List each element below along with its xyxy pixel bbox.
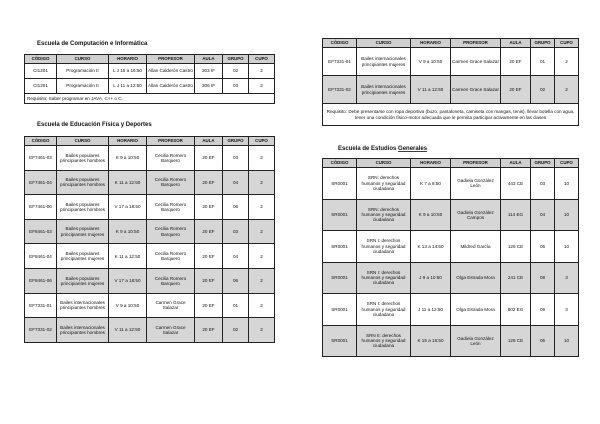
column-header: CUPO [249, 137, 275, 146]
table-cell: Bailes populares principiantes hombres [57, 170, 109, 195]
table-cell: Gadiela González Campos [451, 199, 501, 231]
column-header: CÓDIGO [323, 159, 357, 168]
table-cell: K 9 a 10:50 [109, 219, 147, 244]
table-cell: 126 CE [501, 325, 531, 357]
table-cell: 03 [223, 146, 249, 171]
table-cell: 2 [555, 48, 579, 76]
table-cell: 303 IF [195, 64, 223, 79]
table-row [25, 268, 275, 293]
column-header: CUPO [249, 55, 275, 64]
column-header: CÓDIGO [25, 137, 57, 146]
table-cell: 04 [223, 170, 249, 195]
table-cell: Programación II [57, 79, 109, 94]
table-cell: 10 [555, 199, 579, 231]
table-cell: EF7461-03 [25, 146, 57, 171]
table-cell: Bailes populares principiantes hombres [57, 146, 109, 171]
table-cell: 03 [223, 219, 249, 244]
table-cell: 126 CE [501, 231, 531, 263]
table-cell: 2 [249, 146, 275, 171]
table-cell: 20 EF [195, 195, 223, 220]
table-cell: J 9 a 10:50 [411, 262, 451, 294]
table-cell: Allan Calderón Castro [147, 64, 195, 79]
table-cell: 04 [223, 244, 249, 269]
table-cell: Gadiela González León [451, 168, 501, 200]
table-cell: 05 [531, 325, 555, 357]
table-internacionales [322, 38, 579, 126]
table-cell: Bailes internacionales principiantes mujeres [357, 48, 411, 76]
table-cell: EF7331-02 [25, 318, 57, 343]
table-cell: 09 [531, 294, 555, 326]
table-computacion [24, 54, 275, 104]
table-row [323, 231, 579, 263]
table-cell: Cecilia Romero Barquero [147, 195, 195, 220]
table-cell: Carmen Grace Salazar [451, 48, 501, 76]
table-cell: V 11 a 12:50 [411, 76, 451, 104]
table-cell: Cecilia Romero Barquero [147, 146, 195, 171]
table-cell: L J 15 a 16:50 [109, 64, 147, 79]
table-cell: SR0001 [323, 168, 357, 200]
table-cell: SR0001 [323, 262, 357, 294]
table-row [25, 64, 275, 79]
table-header [323, 39, 579, 48]
table-row [323, 168, 579, 200]
table-cell: SR0001 [323, 294, 357, 326]
table-educacion-fisica [24, 136, 275, 343]
table-cell: L J 11 a 12:50 [109, 79, 147, 94]
table-cell: SRN I: derechos humanos y seguridad ciudadana [357, 294, 411, 326]
table-cell: V 17 a 18:50 [109, 268, 147, 293]
table-cell: V 9 a 10:50 [109, 293, 147, 318]
column-header: GRUPO [223, 55, 249, 64]
table-cell: 2 [249, 79, 275, 94]
table-cell: Cecilia Romero Barquero [147, 170, 195, 195]
column-header: CUPO [555, 39, 579, 48]
table-cell: 2 [249, 244, 275, 269]
table-cell: 241 CE [501, 262, 531, 294]
table-cell: Carmen Grace Salazar [451, 76, 501, 104]
table-cell: 08 [531, 262, 555, 294]
table-cell: 02 [223, 318, 249, 343]
table-row [25, 146, 275, 171]
table-cell: SR0001 [323, 199, 357, 231]
table-row [25, 195, 275, 220]
table-cell: K 11 a 12:50 [109, 170, 147, 195]
table-cell: V 9 a 10:50 [411, 48, 451, 76]
table-cell: Cecilia Romero Barquero [147, 219, 195, 244]
column-header: GRUPO [531, 39, 555, 48]
table-cell: SRN I: derechos humanos y seguridad ciudadana [357, 262, 411, 294]
table-cell: J 11 a 12:50 [411, 294, 451, 326]
table-cell: SR0001 [323, 325, 357, 357]
column-header: CURSO [357, 39, 411, 48]
table-row [323, 262, 579, 294]
table-cell: Bailes populares principiantes mujeres [57, 268, 109, 293]
table-cell: 10 [555, 168, 579, 200]
table-cell: K 15 a 16:50 [411, 325, 451, 357]
table-cell: 443 CE [501, 168, 531, 200]
section-title-generales [338, 146, 427, 152]
table-cell: 20 EF [501, 76, 531, 104]
table-row [25, 244, 275, 269]
table-cell: 05 [531, 231, 555, 263]
table-cell: 20 EF [195, 244, 223, 269]
table-cell: K 11 a 12:50 [109, 244, 147, 269]
table-row [25, 79, 275, 94]
table-cell: 2 [249, 219, 275, 244]
table-cell: 20 EF [195, 268, 223, 293]
table-cell: Allan Calderón Castro [147, 79, 195, 94]
table-cell: Bailes populares principiantes mujeres [57, 244, 109, 269]
table-cell: 20 EF [501, 48, 531, 76]
column-header: HORARIO [109, 55, 147, 64]
table-cell: CI1201 [25, 64, 57, 79]
table-cell: Carmen Grace Salazar [147, 293, 195, 318]
table-cell: 2 [249, 318, 275, 343]
table-cell: 20 EF [195, 219, 223, 244]
column-header: GRUPO [223, 137, 249, 146]
column-header: AULA [501, 39, 531, 48]
table-cell: EF8461-06 [25, 268, 57, 293]
requisito-internacionales: Requisito: Debe presentarse con ropa deportiva (buzo, pantaloneta, camiseta con mangas, tenis), llevar botella con agua, tener una condición físico-motor adecuada que le permita participar activamente en las clases [323, 104, 579, 126]
table-cell: SR0001 [323, 231, 357, 263]
table-cell: 02 [531, 76, 555, 104]
table-cell: Mildred García [451, 231, 501, 263]
table-cell: 2 [249, 64, 275, 79]
table-cell: Olga Estrada Mora [451, 262, 501, 294]
table-cell: K 9 a 10:50 [109, 146, 147, 171]
table-row [323, 48, 579, 76]
table-cell: 20 EF [195, 146, 223, 171]
table-cell: 20 EF [195, 170, 223, 195]
table-cell: 114 EG [501, 199, 531, 231]
table-cell: 01 [223, 293, 249, 318]
table-cell: 20 EF [195, 318, 223, 343]
table-cell: 02 [223, 64, 249, 79]
table-cell: 2 [249, 268, 275, 293]
table-cell: 01 [531, 48, 555, 76]
column-header: CURSO [57, 55, 109, 64]
table-cell: CI1201 [25, 79, 57, 94]
table-row [323, 199, 579, 231]
column-header: HORARIO [411, 159, 451, 168]
table-header [323, 159, 579, 168]
table-cell: SRN: derechos humanos y seguridad ciudadana [357, 199, 411, 231]
column-header: CÓDIGO [323, 39, 357, 48]
table-cell: 03 [223, 79, 249, 94]
table-cell: Cecilia Romero Barquero [147, 244, 195, 269]
table-cell: 20 EF [195, 293, 223, 318]
column-header: CUPO [555, 159, 579, 168]
column-header: AULA [195, 55, 223, 64]
section-title-computacion: Escuela de Computación e Informática [37, 41, 148, 47]
column-header: HORARIO [109, 137, 147, 146]
table-cell: Gadiela González León [451, 325, 501, 357]
table-cell: 802 EG [501, 294, 531, 326]
table-cell: Carmen Grace Salazar [147, 318, 195, 343]
table-cell: Bailes internacionales principiantes mujeres [357, 76, 411, 104]
table-cell: 10 [555, 325, 579, 357]
table-cell: K 13 a 14:50 [411, 231, 451, 263]
table-cell: 04 [531, 199, 555, 231]
column-header: PROFESOR [147, 137, 195, 146]
table-row [323, 76, 579, 104]
table-cell: K 7 a 8:50 [411, 168, 451, 200]
table-cell: EF7331-01 [25, 293, 57, 318]
table-header [25, 137, 275, 146]
table-cell: 10 [555, 231, 579, 263]
table-cell: EF8461-04 [25, 244, 57, 269]
table-row [323, 294, 579, 326]
column-header: CURSO [57, 137, 109, 146]
table-cell: SRN: derechos humanos y seguridad ciudadana [357, 168, 411, 200]
table-cell: 03 [531, 168, 555, 200]
table-cell: Olga Estrada Mora [451, 294, 501, 326]
table-cell: Bailes populares principiantes mujeres [57, 219, 109, 244]
column-header: CÓDIGO [25, 55, 57, 64]
table-row [25, 170, 275, 195]
table-row [323, 325, 579, 357]
table-cell: 3 [555, 262, 579, 294]
table-cell: 2 [555, 76, 579, 104]
column-header: PROFESOR [451, 159, 501, 168]
column-header: GRUPO [531, 159, 555, 168]
table-cell: EF7331-01 [323, 48, 357, 76]
table-cell: Cecilia Romero Barquero [147, 268, 195, 293]
table-cell: 3 [555, 294, 579, 326]
column-header: HORARIO [411, 39, 451, 48]
table-header [25, 55, 275, 64]
table-cell: EF7331-02 [323, 76, 357, 104]
table-cell: 2 [249, 170, 275, 195]
table-cell: EF7461-04 [25, 170, 57, 195]
section-title-educacion-fisica: Escuela de Educación Física y Deportes [37, 122, 152, 128]
column-header: AULA [195, 137, 223, 146]
table-cell: V 17 a 18:50 [109, 195, 147, 220]
column-header: PROFESOR [451, 39, 501, 48]
table-cell: Bailes internacionales principiantes hombres [57, 318, 109, 343]
table-cell: SRN II: derechos humanos y seguridad ciudadana [357, 325, 411, 357]
table-cell: 06 [223, 195, 249, 220]
table-row [25, 219, 275, 244]
table-cell: K 9 a 10:50 [411, 199, 451, 231]
title-prefix: Escuela de Estudios [338, 146, 399, 152]
table-cell: 2 [249, 293, 275, 318]
table-row [25, 293, 275, 318]
table-cell: V 11 a 12:50 [109, 318, 147, 343]
table-cell: Programación II [57, 64, 109, 79]
table-cell: Bailes populares principiantes hombres [57, 195, 109, 220]
table-cell: 06 [223, 268, 249, 293]
table-cell: EF8461-03 [25, 219, 57, 244]
table-cell: Bailes internacionales principiantes hombres [57, 293, 109, 318]
table-cell: EF7461-06 [25, 195, 57, 220]
table-cell: SRN I: derechos humanos y seguridad ciudadana [357, 231, 411, 263]
column-header: CURSO [357, 159, 411, 168]
column-header: AULA [501, 159, 531, 168]
column-header: PROFESOR [147, 55, 195, 64]
table-cell: 2 [249, 195, 275, 220]
requisito-computacion: Requisito: Saber programar en JAVA, C++ o C. [25, 94, 275, 104]
table-row [25, 318, 275, 343]
table-cell: 306 IF [195, 79, 223, 94]
table-generales [322, 158, 579, 357]
title-underlined: Generales [398, 146, 428, 152]
